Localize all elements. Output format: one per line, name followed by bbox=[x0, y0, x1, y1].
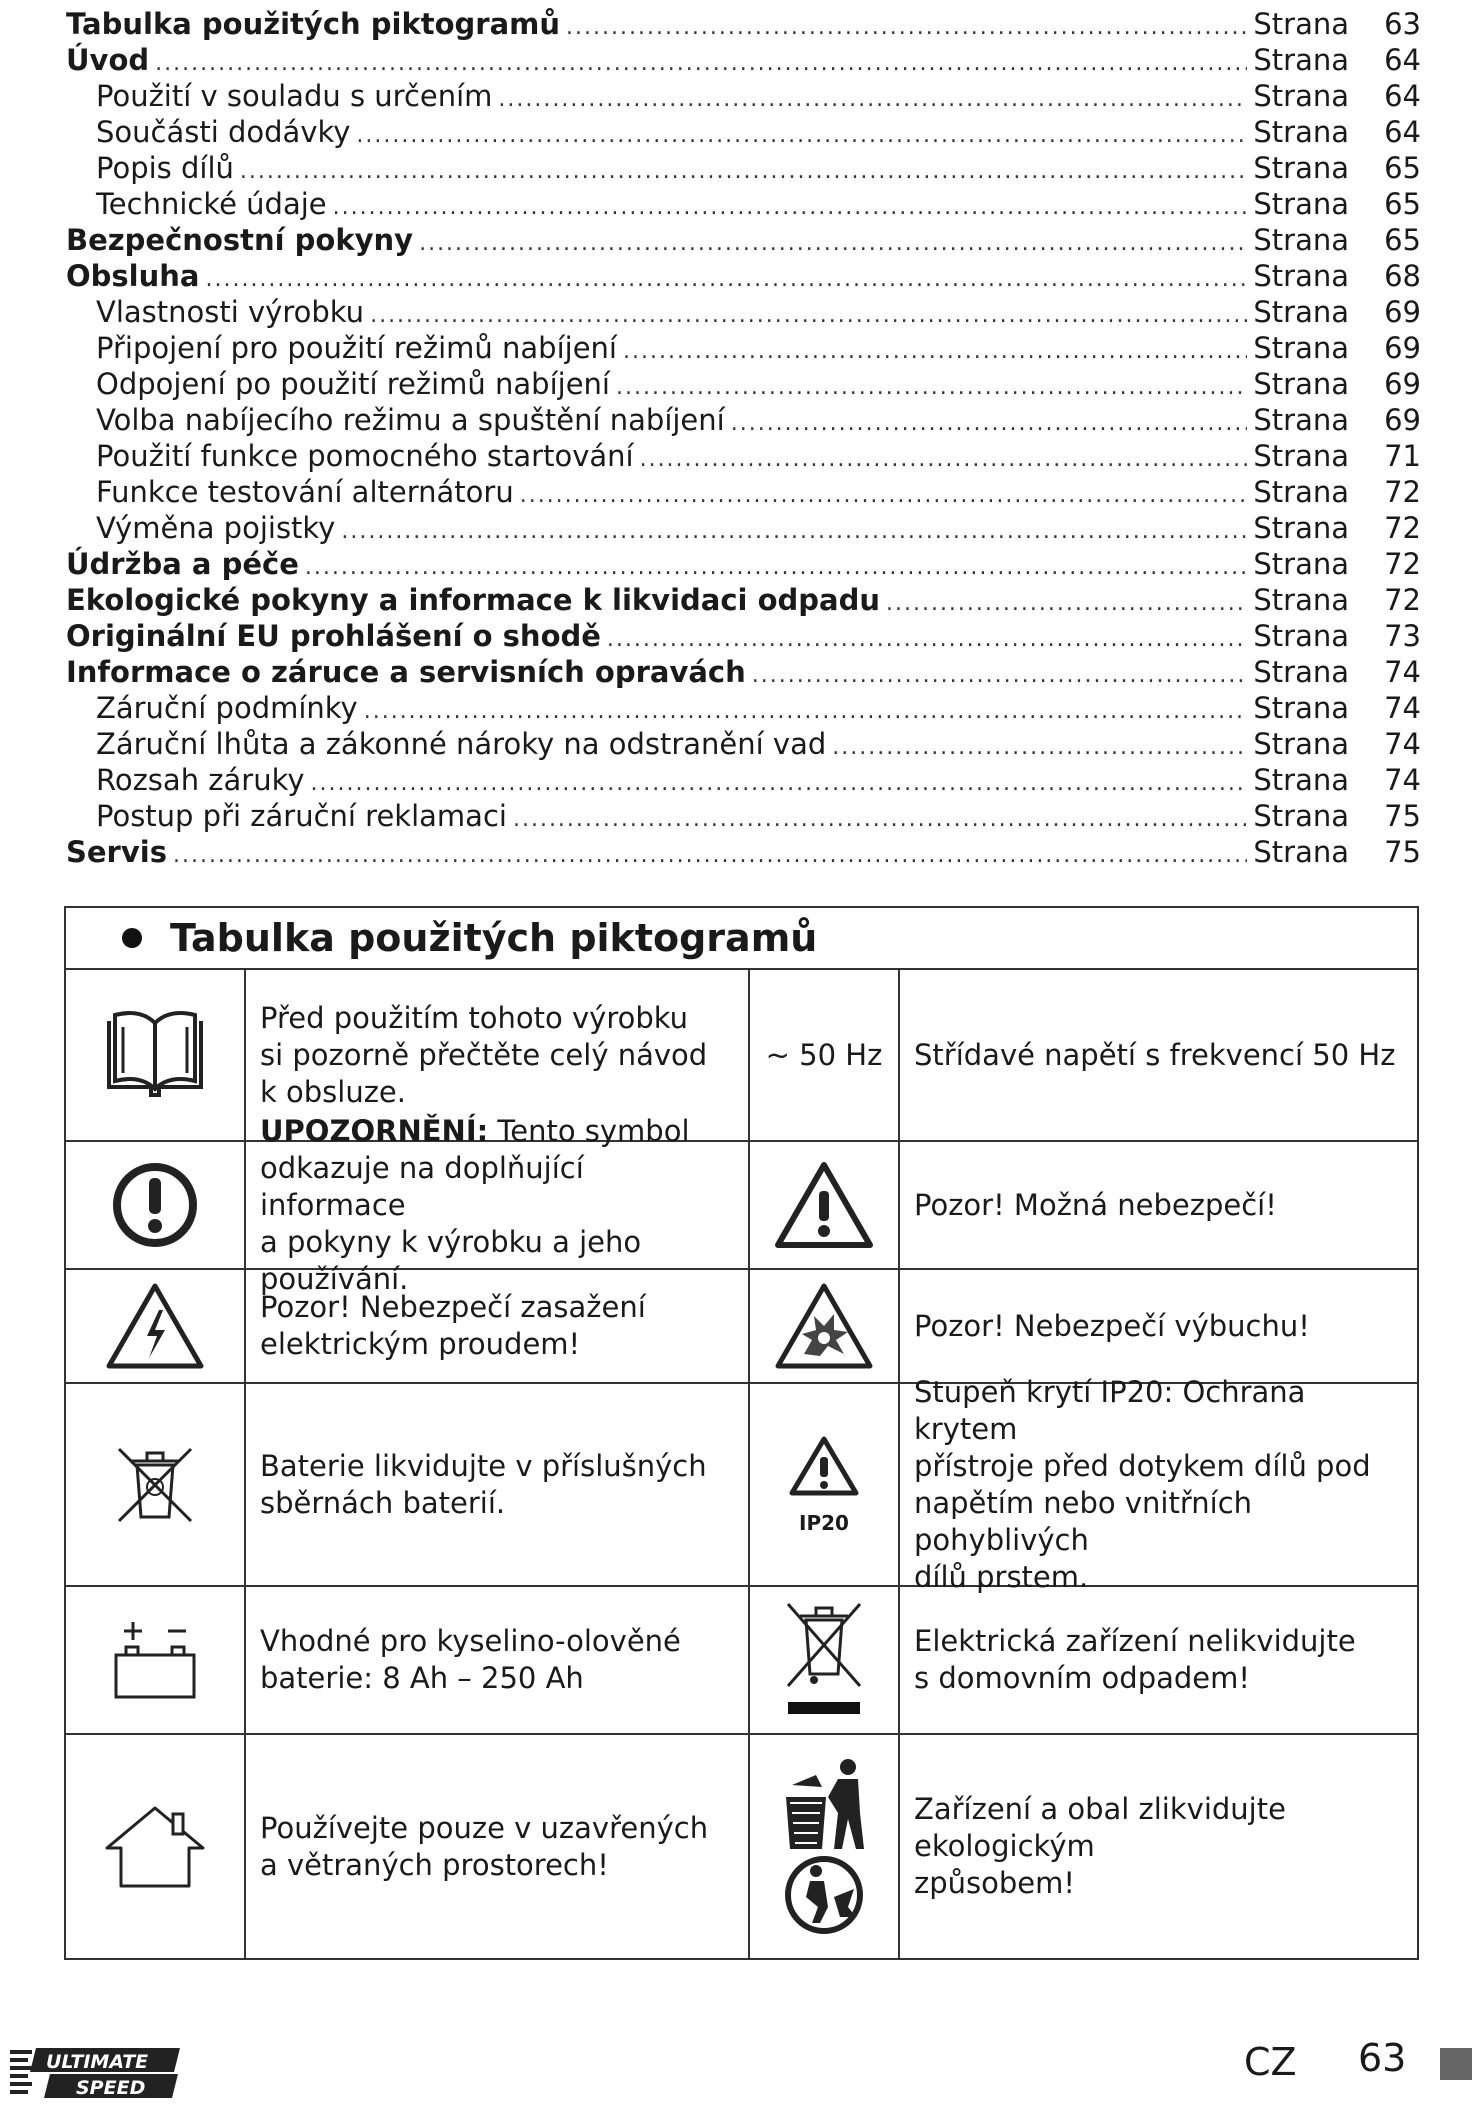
toc-entry-page: 65 bbox=[1384, 223, 1421, 257]
toc-entry-strana: Strana bbox=[1253, 331, 1349, 365]
house-icon bbox=[66, 1735, 246, 1958]
toc-entry bbox=[66, 582, 1421, 618]
toc-entry-label: Součásti dodávky bbox=[96, 115, 351, 149]
weee-bin-icon bbox=[750, 1587, 900, 1735]
pictogram-text: Elektrická zařízení nelikvidujte s domovním odpadem! bbox=[900, 1587, 1417, 1735]
toc-entry-page: 64 bbox=[1384, 115, 1421, 149]
ip20-icon bbox=[750, 1384, 900, 1587]
toc-entry-page: 64 bbox=[1384, 43, 1421, 77]
toc-entry-label: Použití funkce pomocného startování bbox=[96, 439, 634, 473]
pictogram-text: Pozor! Nebezpečí zasažení elektrickým proudem! bbox=[246, 1270, 750, 1384]
toc-leader-dots bbox=[341, 514, 1247, 550]
toc-leader-dots bbox=[205, 262, 1247, 298]
toc-entry bbox=[66, 438, 1421, 474]
toc-entry-page: 72 bbox=[1384, 475, 1421, 509]
electric-shock-icon bbox=[66, 1270, 246, 1384]
toc-leader-dots bbox=[356, 118, 1247, 154]
toc-entry bbox=[66, 186, 1421, 222]
toc-entry-page: 69 bbox=[1384, 367, 1421, 401]
toc-entry-strana: Strana bbox=[1253, 295, 1349, 329]
page-marker bbox=[1440, 2048, 1472, 2080]
toc-entry-strana: Strana bbox=[1253, 223, 1349, 257]
toc-entry-strana: Strana bbox=[1253, 835, 1349, 869]
toc-entry bbox=[66, 402, 1421, 438]
toc-entry-strana: Strana bbox=[1253, 7, 1349, 41]
toc-leader-dots bbox=[498, 82, 1247, 118]
toc-entry bbox=[66, 222, 1421, 258]
toc-entry-label: Servis bbox=[66, 835, 167, 869]
toc-entry-label: Postup při záruční reklamaci bbox=[96, 799, 507, 833]
toc-entry-label: Funkce testování alternátoru bbox=[96, 475, 514, 509]
toc-leader-dots bbox=[240, 154, 1247, 190]
toc-entry-page: 69 bbox=[1384, 331, 1421, 365]
toc-entry-strana: Strana bbox=[1253, 259, 1349, 293]
toc-entry-label: Odpojení po použití režimů nabíjení bbox=[96, 367, 610, 401]
toc-entry-label: Záruční lhůta a zákonné nároky na odstranění vad bbox=[96, 727, 827, 761]
toc-entry bbox=[66, 150, 1421, 186]
pictogram-text: UPOZORNĚNÍ: Tento symbol odkazuje na doplňující informace a pokyny k výrobku a jeho používání. bbox=[246, 1142, 750, 1270]
toc-entry-strana: Strana bbox=[1253, 691, 1349, 725]
toc-entry-strana: Strana bbox=[1253, 403, 1349, 437]
toc-entry-page: 74 bbox=[1384, 763, 1421, 797]
toc-leader-dots bbox=[370, 298, 1247, 334]
toc-entry-page: 72 bbox=[1384, 583, 1421, 617]
toc-entry-label: Ekologické pokyny a informace k likvidaci odpadu bbox=[66, 583, 880, 617]
toc-leader-dots bbox=[364, 694, 1248, 730]
toc-leader-dots bbox=[640, 442, 1248, 478]
pictogram-text: Používejte pouze v uzavřených a větraných prostorech! bbox=[246, 1735, 750, 1958]
toc-entry bbox=[66, 366, 1421, 402]
toc-leader-dots bbox=[752, 658, 1248, 694]
toc-entry-strana: Strana bbox=[1253, 439, 1349, 473]
pictogram-text: Střídavé napětí s frekvencí 50 Hz bbox=[900, 970, 1417, 1142]
toc-entry bbox=[66, 114, 1421, 150]
toc-entry bbox=[66, 330, 1421, 366]
toc-entry bbox=[66, 258, 1421, 294]
toc-entry-label: Popis dílů bbox=[96, 151, 234, 185]
toc-entry-page: 73 bbox=[1384, 619, 1421, 653]
toc-entry-label: Rozsah záruky bbox=[96, 763, 305, 797]
page-number: 63 bbox=[1358, 2036, 1407, 2080]
toc-leader-dots bbox=[566, 10, 1247, 46]
toc-entry bbox=[66, 78, 1421, 114]
toc-entry-label: Bezpečnostní pokyny bbox=[66, 223, 414, 257]
toc-entry-strana: Strana bbox=[1253, 511, 1349, 545]
toc-entry bbox=[66, 834, 1421, 870]
toc-entry-label: Volba nabíjecího režimu a spuštění nabíjení bbox=[96, 403, 725, 437]
toc-leader-dots bbox=[616, 370, 1247, 406]
toc-entry bbox=[66, 510, 1421, 546]
toc-entry-label: Informace o záruce a servisních opravách bbox=[66, 655, 746, 689]
toc-entry bbox=[66, 726, 1421, 762]
recycle-dispose-icon bbox=[750, 1735, 900, 1958]
toc-leader-dots bbox=[520, 478, 1248, 514]
toc-leader-dots bbox=[311, 766, 1248, 802]
toc-entry-page: 72 bbox=[1384, 511, 1421, 545]
pictogram-text: Baterie likvidujte v příslušných sběrnách baterií. bbox=[246, 1384, 750, 1587]
svg-text:ULTIMATE: ULTIMATE bbox=[46, 2051, 149, 2073]
toc-entry-strana: Strana bbox=[1253, 727, 1349, 761]
toc-entry-label: Obsluha bbox=[66, 259, 200, 293]
toc-leader-dots bbox=[731, 406, 1248, 442]
toc-leader-dots bbox=[419, 226, 1247, 262]
pictogram-text: Zařízení a obal zlikvidujte ekologickým způsobem! bbox=[914, 1792, 1286, 1900]
ip20-label: IP20 bbox=[799, 1510, 849, 1535]
toc-entry-page: 65 bbox=[1384, 187, 1421, 221]
toc-entry-strana: Strana bbox=[1253, 475, 1349, 509]
pictogram-table-title: Tabulka použitých piktogramů bbox=[66, 908, 1417, 970]
toc-entry bbox=[66, 294, 1421, 330]
toc-entry-strana: Strana bbox=[1253, 655, 1349, 689]
toc-entry bbox=[66, 546, 1421, 582]
pictogram-text: Pozor! Nebezpečí výbuchu! bbox=[900, 1270, 1417, 1384]
toc-entry-page: 74 bbox=[1384, 727, 1421, 761]
toc-entry-page: 69 bbox=[1384, 295, 1421, 329]
toc-entry-label: Údržba a péče bbox=[66, 547, 299, 581]
toc-entry bbox=[66, 654, 1421, 690]
toc-entry-page: 65 bbox=[1384, 151, 1421, 185]
pictogram-text: Stupeň krytí IP20: Ochrana krytem přístroje před dotykem dílů pod napětím nebo vnitřních pohyblivých dílů prstem. bbox=[900, 1384, 1417, 1587]
book-icon bbox=[66, 970, 246, 1142]
toc-entry-label: Vlastnosti výrobku bbox=[96, 295, 365, 329]
car-battery-icon bbox=[66, 1587, 246, 1735]
toc-entry-label: Originální EU prohlášení o shodě bbox=[66, 619, 601, 653]
toc-entry-strana: Strana bbox=[1253, 187, 1349, 221]
toc-entry-label: Záruční podmínky bbox=[96, 691, 358, 725]
toc-entry bbox=[66, 42, 1421, 78]
toc-leader-dots bbox=[173, 838, 1247, 874]
toc-entry-label: Technické údaje bbox=[96, 187, 327, 221]
toc-leader-dots bbox=[886, 586, 1247, 622]
toc-leader-dots bbox=[513, 802, 1247, 838]
toc-entry bbox=[66, 798, 1421, 834]
toc-entry bbox=[66, 6, 1421, 42]
toc-entry bbox=[66, 690, 1421, 726]
pictogram-text: Před použitím tohoto výrobku si pozorně přečtěte celý návod k obsluze. bbox=[246, 970, 750, 1142]
toc-leader-dots bbox=[305, 550, 1248, 586]
language-code: CZ bbox=[1244, 2040, 1297, 2084]
toc-entry-page: 72 bbox=[1384, 547, 1421, 581]
exclamation-circle-icon bbox=[66, 1142, 246, 1270]
toc-entry-page: 74 bbox=[1384, 655, 1421, 689]
explosion-icon bbox=[750, 1270, 900, 1384]
toc-leader-dots bbox=[333, 190, 1248, 226]
toc-entry-strana: Strana bbox=[1253, 583, 1349, 617]
toc-leader-dots bbox=[155, 46, 1247, 82]
toc-entry bbox=[66, 474, 1421, 510]
toc-entry-page: 74 bbox=[1384, 691, 1421, 725]
table-of-contents bbox=[66, 6, 1421, 870]
ultimate-speed-logo bbox=[10, 2044, 182, 2100]
toc-entry-strana: Strana bbox=[1253, 547, 1349, 581]
toc-entry-strana: Strana bbox=[1253, 115, 1349, 149]
toc-entry-strana: Strana bbox=[1253, 367, 1349, 401]
toc-entry-strana: Strana bbox=[1253, 763, 1349, 797]
toc-entry-label: Úvod bbox=[66, 43, 150, 77]
toc-leader-dots bbox=[623, 334, 1247, 370]
battery-bin-crossed-icon bbox=[66, 1384, 246, 1587]
toc-entry-page: 75 bbox=[1384, 799, 1421, 833]
toc-entry-page: 75 bbox=[1384, 835, 1421, 869]
pictogram-text: Pozor! Možná nebezpečí! bbox=[900, 1142, 1417, 1270]
toc-entry bbox=[66, 762, 1421, 798]
toc-entry-page: 63 bbox=[1384, 7, 1421, 41]
toc-entry-page: 71 bbox=[1384, 439, 1421, 473]
toc-entry-page: 64 bbox=[1384, 79, 1421, 113]
warning-triangle-icon bbox=[750, 1142, 900, 1270]
toc-entry-strana: Strana bbox=[1253, 79, 1349, 113]
bullet-icon bbox=[122, 928, 142, 948]
toc-entry bbox=[66, 618, 1421, 654]
toc-leader-dots bbox=[607, 622, 1247, 658]
toc-entry-label: Připojení pro použití režimů nabíjení bbox=[96, 331, 617, 365]
toc-entry-label: Výměna pojistky bbox=[96, 511, 336, 545]
svg-text:SPEED: SPEED bbox=[76, 2077, 146, 2099]
toc-entry-label: Tabulka použitých piktogramů bbox=[66, 7, 561, 41]
toc-entry-strana: Strana bbox=[1253, 799, 1349, 833]
toc-entry-strana: Strana bbox=[1253, 619, 1349, 653]
toc-entry-page: 69 bbox=[1384, 403, 1421, 437]
pictogram-table bbox=[64, 906, 1419, 1960]
toc-entry-label: Použití v souladu s určením bbox=[96, 79, 493, 113]
toc-entry-strana: Strana bbox=[1253, 43, 1349, 77]
toc-leader-dots bbox=[832, 730, 1247, 766]
toc-entry-strana: Strana bbox=[1253, 151, 1349, 185]
pictogram-text: Vhodné pro kyselino-olověné baterie: 8 Ah – 250 Ah bbox=[246, 1587, 750, 1735]
toc-entry-page: 68 bbox=[1384, 259, 1421, 293]
ac-symbol: ~ 50 Hz bbox=[750, 970, 900, 1142]
